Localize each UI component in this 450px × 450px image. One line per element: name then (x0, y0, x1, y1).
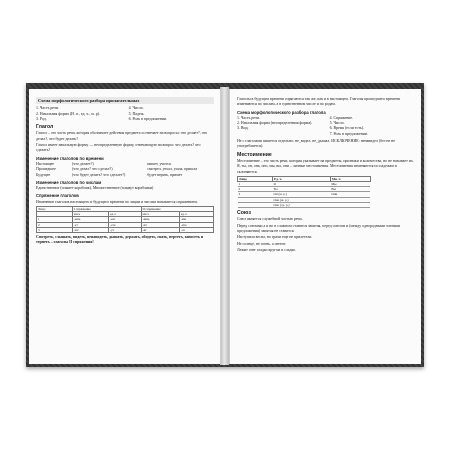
verb-step: 1. Часть речи. (237, 115, 260, 120)
adj-step: 1. Часть речи. (36, 106, 59, 111)
verb-step: 7. Роль в предложении. (329, 131, 368, 136)
table-row: 1 -ешь -ем -ишь -им (37, 217, 214, 222)
table-row: Оно (ср. р.) (238, 202, 371, 207)
table-row: 2 Ты Вы (238, 187, 371, 192)
adj-steps (36, 106, 214, 122)
pronoun-definition: Местоимение – это часть речи, которая указывает на предметы, признаки и количества, но не называет их. Я, ты, он, она, оно, мы, вы, они – личные местоимения. Местоимения изменяются по падежам и склоняются. (237, 158, 414, 174)
book-spine (220, 87, 229, 365)
tense-list (36, 162, 214, 178)
tense-row: Прошедшее (что делал? что сделал?) смотрел, уехал, ушла, пришла (36, 167, 198, 172)
adj-scheme-header: Схема морфологического разбора прилагательных (36, 97, 214, 104)
table-row: 3 -ют -ут -ят -ат (37, 227, 214, 232)
right-page (229, 89, 421, 364)
verb-step: 2. Начальная форма (неопределенная форма). (237, 121, 313, 126)
verb-initial-form: Глагол имеет начальную форму — неопределенную форму, отвечающую на вопрос что делать? что сделать? (36, 143, 201, 153)
left-page (29, 89, 221, 364)
union-text: Союз является служебной частью речи. Перед союзами а и но в сложном ставится запятая, перед союзом и (между однородными членами предложения) запятая не ставится. Наступила весна, но грачи еще не прилетели. Не солнце, не огонь, а светит. Лежит снег гладко кругом и сладко. (237, 217, 400, 252)
table-row: Она (ж. р.) (238, 197, 371, 202)
adj-step: 5. Падеж. (128, 111, 145, 116)
adj-step: 6. Роль в предложении. (128, 116, 167, 121)
tense-title: Изменение глаголов по времени (36, 155, 104, 161)
ne-rule: Не с глаголами пишется отдельно: не_видел, не_дышал. ИСКЛЮЧЕНИЕ: ненавидел (без не не употребляется). (237, 139, 395, 149)
adj-step: 4. Число. (128, 106, 144, 111)
table-row: 1 Я Мы (238, 182, 371, 187)
table-row: 2 -ет -ете -ит -ите (37, 222, 214, 227)
verb-title: Глагол (36, 124, 54, 131)
book (26, 83, 424, 367)
exception-note: Смотреть, слышать, видеть, ненавидеть, дышать, держать, обидеть, гнать, вертеть, зависеть и терпеть – глаголы II спряжения! (36, 235, 204, 245)
verb-step: 3. Вид. (237, 126, 249, 131)
verb-scheme-title: Схема морфологического разбора глагола (237, 109, 326, 115)
verb-steps (237, 116, 415, 137)
conj-title: Спряжение глаголов (36, 193, 79, 199)
adj-step: 3. Род. (36, 116, 47, 121)
number-text: Единственное (плывет кораблик), Множественное (плывут кораблики) (36, 186, 154, 191)
verb-step: 4. Спряжение. (329, 115, 354, 120)
future-tense-intro: Глаголы в будущем времени спрягаются так же, как и в настоящем. Глаголы прошедшего времени изменяются по числам, а в единственном числе и по родам. (237, 97, 400, 107)
verb-step: 6. Время (если есть). (329, 126, 365, 131)
number-title: Изменение глаголов по числам (36, 179, 102, 185)
pronoun-table: Лицо Ед. ч. Мн. ч. 1 Я Мы 2 Ты Вы 3 Он (м. р.) Они Она (ж. р.) Оно (ср. р.) (237, 176, 371, 208)
tense-row: Будущее (что будет делать? что сделает?) будет верить, примет (36, 172, 183, 177)
union-title: Союз (237, 210, 251, 217)
conj-text: Изменение глаголов настоящего и будущего времени по лицам и числам называется спряжением. (36, 199, 198, 204)
verb-step: 5. Число. (329, 121, 345, 126)
verb-definition: Глагол – это часть речи, которая обозначает действия предмета и отвечает на вопросы: что делает?, что делал?, что будет делать? (36, 131, 208, 141)
table-row: 3 Он (м. р.) Они (238, 192, 371, 197)
tense-row: Настоящее (что делает?) пишет, учится (36, 161, 171, 166)
pronoun-title: Местоимение (237, 151, 272, 158)
conj-table: Лицо I спряжение II спряжение мн.ч ед.ч мн.ч ед.ч 1 -ешь -ем -ишь -им 2 -ет -ете -ит -ите 3 -ют -ут -ят -ат (36, 206, 214, 233)
adj-step: 2. Начальная форма (И. п., ед. ч., м. р). (36, 111, 100, 116)
